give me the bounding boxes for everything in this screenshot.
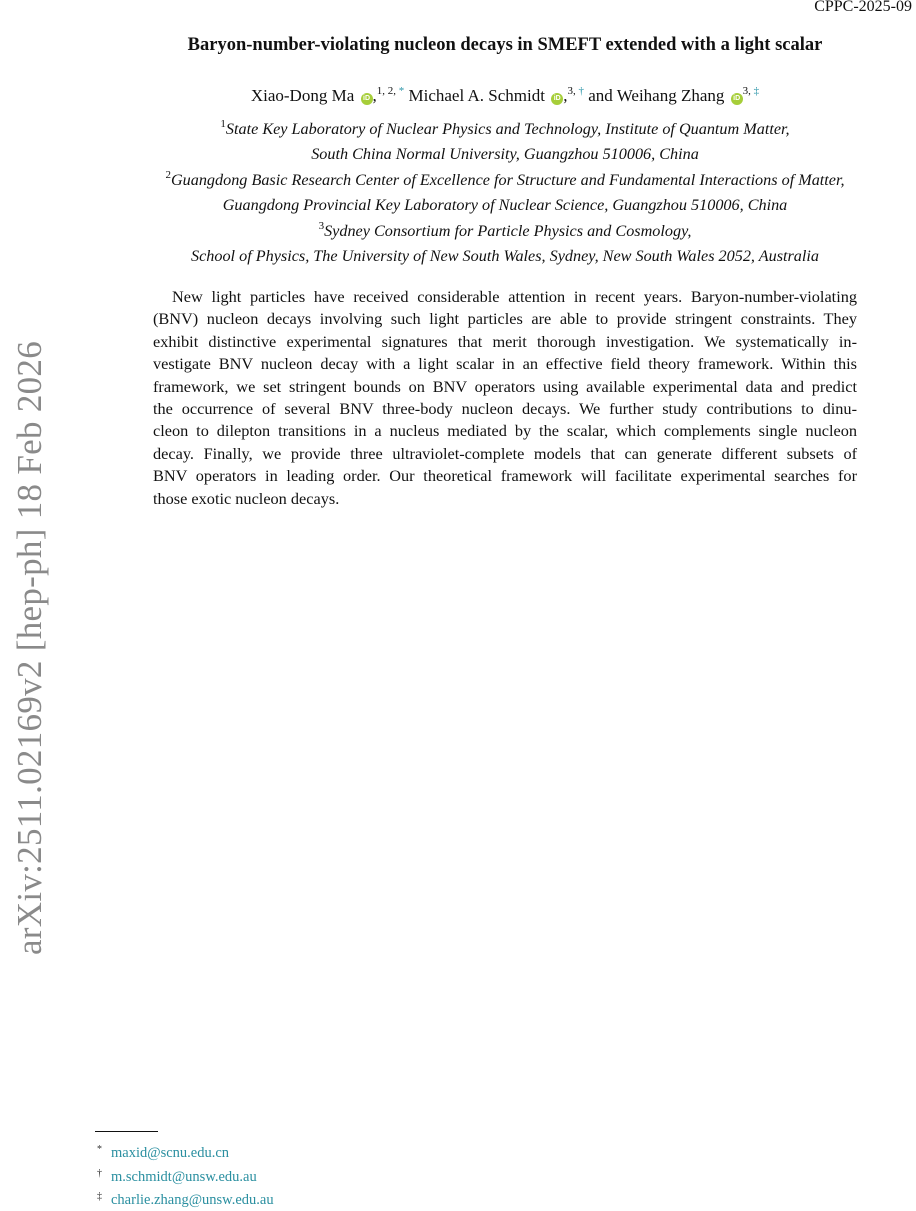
affiliation-line — [100, 168, 910, 193]
affil-text: State Key Laboratory of Nuclear Physics and Technology, Institute of Quantum Matter, — [225, 120, 790, 138]
footnote — [97, 1164, 274, 1188]
author-name: Xiao-Dong Ma — [250, 86, 355, 105]
affiliation-line: South China Normal University, Guangzhou 510006, China — [311, 145, 699, 164]
affil-number: 1 — [220, 118, 226, 130]
paper-title: Baryon-number-violating nucleon decays in SMEFT extended with a light scalar — [187, 35, 823, 55]
footnote — [97, 1187, 274, 1211]
orcid-icon[interactable]: iD — [361, 93, 373, 105]
affil-text: Guangdong Basic Research Center of Excellence for Structure and Fundamental Interactions of Matter, — [170, 170, 845, 189]
abstract-line: vestigate BNV nucleon decay with a light scalar in an effective field theory framework. Within this — [153, 354, 857, 374]
orcid-icon[interactable]: iD — [731, 93, 743, 105]
email-link[interactable]: charlie.zhang@unsw.edu.au — [111, 1192, 274, 1208]
author-affil: 1, 2, — [376, 85, 399, 97]
author-list: Xiao-Dong Ma iD ,$^{1, 2, *}$ Michael A. Schmidt iD ,$^{3, \dagger}$ and Weihang Zhang $iD^{3, \ddagger}$ — [250, 85, 760, 105]
affiliations — [100, 117, 910, 269]
abstract-line: the occurrence of several BNV three-body nucleon decays. We further study contributions to dinu- — [153, 399, 857, 419]
email-link[interactable]: maxid@scnu.edu.cn — [111, 1145, 230, 1161]
footnote-mark: ‡ — [97, 1191, 102, 1202]
abstract-line: New light particles have received considerable attention in recent years. Baryon-number-violating — [172, 287, 857, 306]
abstract-line: cleon to dilepton transitions in a nucleus mediated by the scalar, which complements single nucleon — [153, 421, 857, 441]
report-number: CPPC-2025-09 — [814, 0, 912, 15]
author-and: and — [588, 86, 613, 105]
abstract — [153, 286, 857, 510]
affil-text: Sydney Consortium for Particle Physics and Cosmology, — [324, 221, 692, 240]
abstract-line: framework, we set stringent bounds on BNV operators using available experimental data and predict — [153, 376, 857, 396]
author-affil: 3, — [567, 85, 579, 97]
affil-number: 3 — [318, 219, 325, 232]
abstract-line: exhibit distinctive experimental signatures that merit thorough investigation. We systematically in- — [153, 331, 857, 351]
email-link[interactable]: m.schmidt@unsw.edu.au — [111, 1168, 257, 1185]
affiliation-line — [100, 219, 910, 244]
author-affil: 3, — [742, 85, 754, 97]
abstract-line: decay. Finally, we provide three ultraviolet-complete models that can generate different subsets of — [153, 443, 857, 463]
footnote-mark[interactable]: ‡ — [753, 85, 760, 97]
affil-number: 2 — [165, 168, 171, 181]
affiliation-line — [100, 117, 910, 142]
footnote-mark: * — [97, 1144, 102, 1155]
author-name: Weihang Zhang — [616, 86, 725, 105]
abstract-line: BNV operators in leading order. Our theoretical framework will facilitate experimental searches for — [153, 466, 857, 486]
abstract-line: (BNV) nucleon decays involving such light particles are able to provide stringent constraints. They — [153, 309, 857, 329]
affiliation-line: Guangdong Provincial Key Laboratory of Nuclear Science, Guangzhou 510006, China — [222, 196, 788, 215]
footnote-rule — [95, 1131, 158, 1132]
footnote-mark[interactable]: * — [398, 85, 405, 97]
arxiv-stamp: arXiv:2511.02169v2 [hep-ph] 18 Feb 2026 — [10, 340, 49, 956]
footnote — [97, 1140, 274, 1164]
abstract-line: those exotic nucleon decays. — [153, 488, 340, 508]
affiliation-line: School of Physics, The University of New South Wales, Sydney, New South Wales 2052, Australia — [191, 247, 819, 266]
footnote-mark[interactable]: † — [578, 85, 584, 97]
footnote-mark: † — [97, 1167, 102, 1179]
author-name: Michael A. Schmidt — [408, 86, 545, 105]
orcid-icon[interactable]: iD — [551, 93, 563, 105]
